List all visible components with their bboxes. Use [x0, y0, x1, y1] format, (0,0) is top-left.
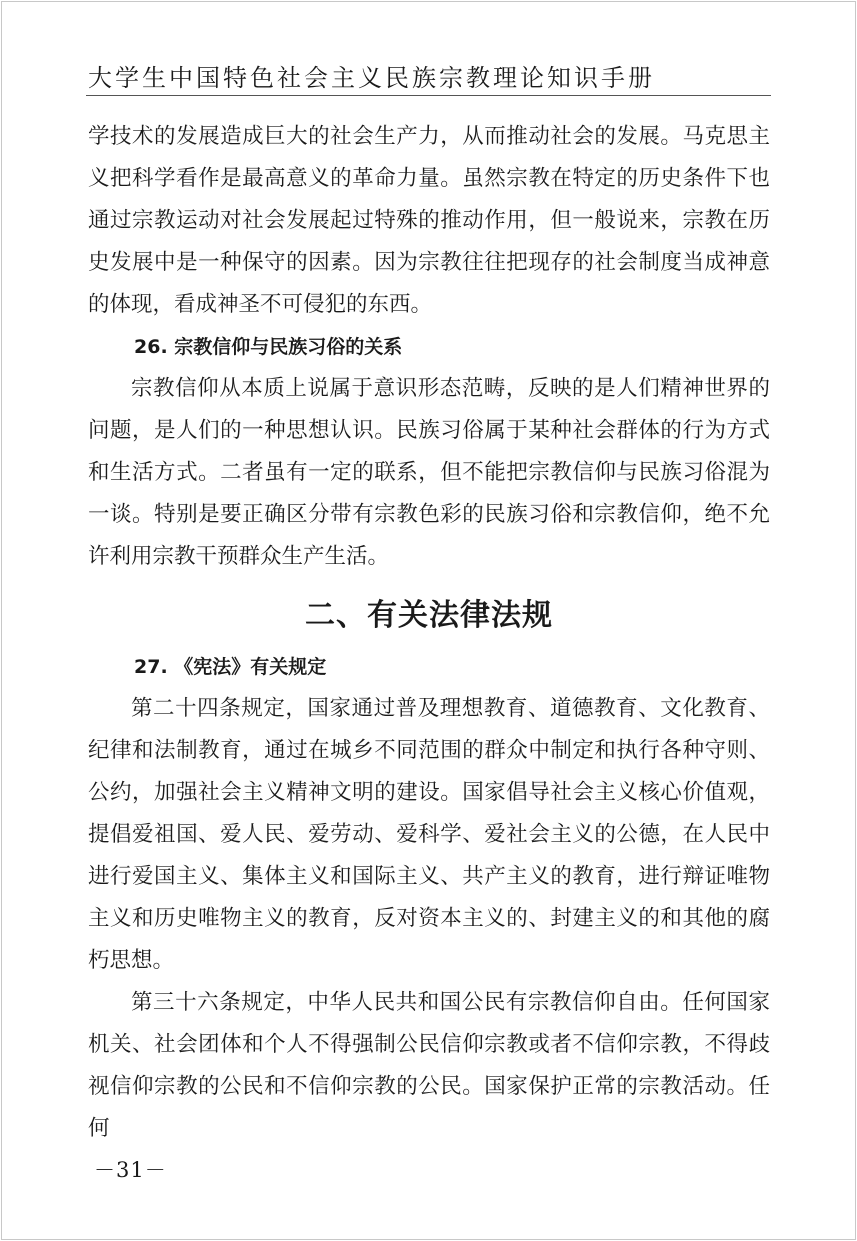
page-body	[88, 116, 770, 1150]
page-number: －31－	[94, 1158, 167, 1182]
paragraph-intro: 学技术的发展造成巨大的社会生产力，从而推动社会的发展。马克思主义把科学看作是最高意义的革命力量。虽然宗教在特定的历史条件下也通过宗教运动对社会发展起过特殊的推动作用，但一般说来，宗教在历史发展中是一种保守的因素。因为宗教往往把现存的社会制度当成神意的体现，看成神圣不可侵犯的东西。	[88, 124, 770, 317]
paragraph-27-article-24: 第二十四条规定，国家通过普及理想教育、道德教育、文化教育、纪律和法制教育，通过在城乡不同范围的群众中制定和执行各种守则、公约，加强社会主义精神文明的建设。国家倡导社会主义核心价值观，提倡爱祖国、爱人民、爱劳动、爱科学、爱社会主义的公德，在人民中进行爱国主义、集体主义和国际主义、共产主义的教育，进行辩证唯物主义和历史唯物主义的教育，反对资本主义的、封建主义的和其他的腐朽思想。	[88, 696, 770, 973]
subheading-27: 27. 《宪法》有关规定	[134, 656, 327, 678]
section-title: 二、有关法律法规	[305, 598, 553, 633]
paragraph-27-article-36: 第三十六条规定，中华人民共和国公民有宗教信仰自由。任何国家机关、社会团体和个人不得强制公民信仰宗教或者不信仰宗教，不得歧视信仰宗教的公民和不信仰宗教的公民。国家保护正常的宗教活动。任何	[88, 990, 770, 1141]
subheading-26: 26. 宗教信仰与民族习俗的关系	[134, 336, 403, 358]
running-header: 大学生中国特色社会主义民族宗教理论知识手册	[88, 64, 655, 92]
paragraph-26: 宗教信仰从本质上说属于意识形态范畴，反映的是人们精神世界的问题，是人们的一种思想认识。民族习俗属于某种社会群体的行为方式和生活方式。二者虽有一定的联系，但不能把宗教信仰与民族习俗混为一谈。特别是要正确区分带有宗教色彩的民族习俗和宗教信仰，绝不允许利用宗教干预群众生产生活。	[88, 376, 770, 569]
header-rule	[86, 95, 771, 96]
